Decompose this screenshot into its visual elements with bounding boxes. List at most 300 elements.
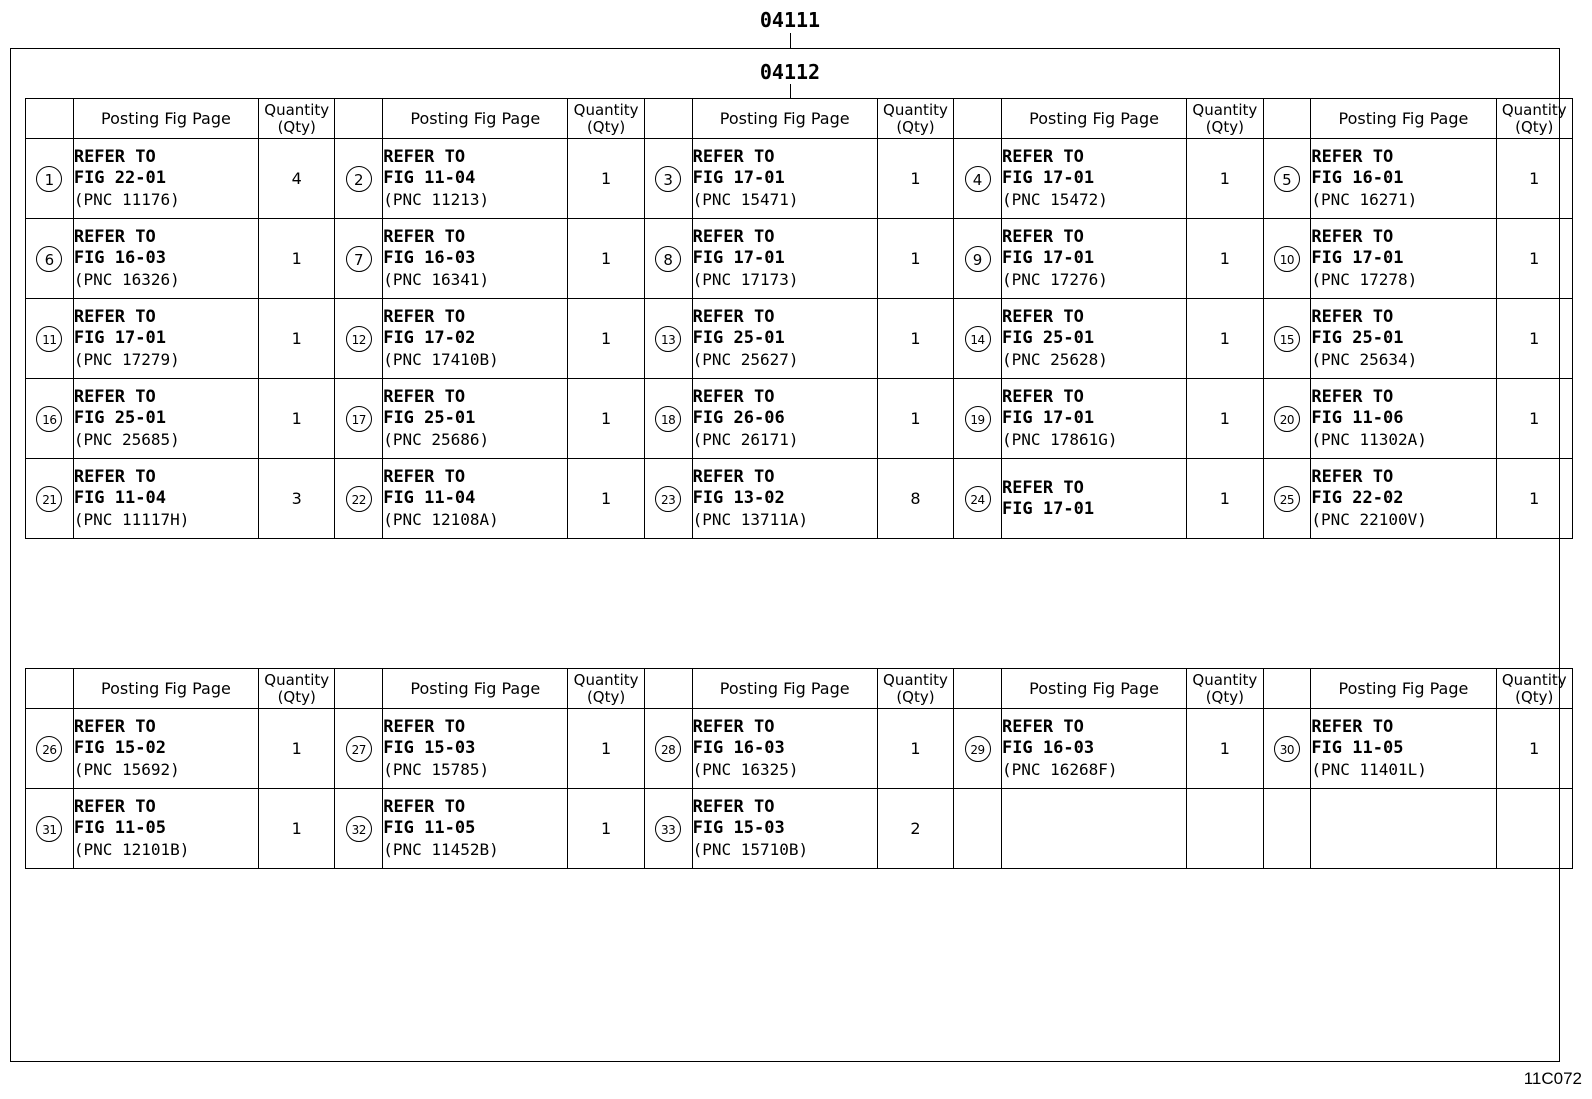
posting-reference-cell (73, 709, 258, 789)
posting-reference-cell (383, 379, 568, 459)
item-number-circle: 22 (346, 486, 372, 512)
pnc-code: (PNC 17278) (1311, 270, 1418, 289)
header-qty-line2: (Qty) (277, 117, 316, 136)
header-posting-fig-page: Posting Fig Page (1311, 669, 1496, 709)
refer-to-text: REFER TO (692, 387, 775, 407)
posting-reference-cell (73, 139, 258, 219)
fig-reference: FIG 17-01 (692, 248, 785, 268)
refer-to-text: REFER TO (383, 797, 466, 817)
refer-to-text: REFER TO (1311, 717, 1394, 737)
refer-to-text: REFER TO (73, 717, 156, 737)
pnc-code: (PNC 11302A) (1311, 430, 1427, 449)
fig-reference: FIG 16-03 (383, 248, 476, 268)
quantity-value: 1 (1529, 489, 1540, 508)
header-quantity (259, 99, 335, 139)
refer-to-text: REFER TO (73, 307, 156, 327)
header-posting-fig-page: Posting Fig Page (692, 99, 877, 139)
item-number-circle: 29 (965, 736, 991, 762)
header-qty-line2: (Qty) (586, 687, 626, 706)
fig-reference: FIG 17-01 (1001, 498, 1095, 519)
fig-reference: FIG 11-04 (383, 488, 476, 508)
posting-reference-cell (383, 709, 568, 789)
posting-reference-cell (1001, 299, 1186, 379)
item-number-circle: 1 (36, 166, 62, 192)
quantity-value: 1 (600, 329, 612, 348)
fig-reference: FIG 16-03 (1001, 738, 1095, 758)
item-number-cell (644, 379, 692, 459)
fig-reference: FIG 13-02 (692, 488, 785, 508)
posting-reference-cell (383, 299, 568, 379)
quantity-value: 8 (910, 489, 921, 508)
posting-reference-cell (383, 789, 568, 869)
item-number-circle: 31 (36, 816, 62, 842)
item-number-cell (26, 789, 74, 869)
posting-reference-cell (383, 139, 568, 219)
quantity-cell (1496, 789, 1572, 869)
quantity-value: 1 (1529, 409, 1540, 428)
header-qty-line2: (Qty) (1515, 117, 1554, 136)
header-qty-line1: Quantity (883, 100, 948, 119)
item-number-cell (26, 379, 74, 459)
item-number-circle: 28 (655, 736, 681, 762)
sub-assembly-leader-line (790, 84, 791, 99)
refer-to-text: REFER TO (692, 307, 775, 327)
quantity-cell (259, 789, 335, 869)
table-row (26, 139, 1573, 219)
item-number-cell (954, 459, 1002, 539)
header-qty-line1: Quantity (1192, 670, 1258, 689)
quantity-cell (1496, 139, 1572, 219)
quantity-value: 1 (910, 409, 921, 428)
posting-reference-cell (73, 219, 258, 299)
header-qty-line1: Quantity (573, 670, 639, 689)
refer-to-text: REFER TO (73, 227, 156, 247)
quantity-cell (259, 379, 335, 459)
header-quantity (877, 669, 953, 709)
item-number-circle: 21 (36, 486, 62, 512)
item-number-cell (1263, 789, 1311, 869)
item-number-circle: 2 (346, 166, 372, 192)
header-quantity (877, 99, 953, 139)
item-number-circle: 13 (655, 326, 681, 352)
assembly-code: 04111 (759, 8, 821, 32)
refer-to-text: REFER TO (383, 227, 466, 247)
refer-to-text: REFER TO (383, 717, 466, 737)
fig-reference: FIG 26-06 (692, 408, 785, 428)
header-posting-fig-page: Posting Fig Page (1311, 99, 1496, 139)
quantity-cell (259, 139, 335, 219)
reference-table-2 (25, 668, 1573, 869)
quantity-cell (1187, 789, 1263, 869)
quantity-cell (259, 459, 335, 539)
quantity-cell (568, 789, 644, 869)
posting-reference-cell (383, 219, 568, 299)
quantity-cell (568, 299, 644, 379)
pnc-code: (PNC 11117H) (73, 510, 190, 529)
quantity-cell (259, 299, 335, 379)
header-posting-fig-page: Posting Fig Page (1001, 99, 1186, 139)
posting-reference-cell (383, 459, 568, 539)
header-qty-line1: Quantity (1501, 670, 1567, 689)
quantity-value: 1 (1219, 249, 1230, 268)
posting-reference-cell (692, 459, 877, 539)
item-number-cell (644, 459, 692, 539)
refer-to-text: REFER TO (692, 227, 775, 247)
quantity-value: 1 (291, 819, 302, 838)
posting-reference-cell (1311, 139, 1496, 219)
posting-reference-cell (1001, 139, 1186, 219)
posting-reference-cell (1001, 709, 1186, 789)
fig-reference: FIG 17-01 (692, 168, 785, 188)
quantity-value: 1 (910, 329, 921, 348)
quantity-cell (1187, 219, 1263, 299)
quantity-value: 2 (910, 819, 921, 838)
item-number-cell (335, 459, 383, 539)
quantity-value: 1 (600, 169, 612, 188)
fig-reference: FIG 15-03 (383, 738, 476, 758)
item-number-cell (1263, 459, 1311, 539)
quantity-cell (568, 219, 644, 299)
fig-reference: FIG 16-01 (1311, 168, 1404, 188)
item-number-cell (644, 139, 692, 219)
header-blank (26, 669, 74, 709)
pnc-code: (PNC 17410B) (383, 350, 499, 369)
item-number-cell (26, 219, 74, 299)
quantity-cell (877, 299, 953, 379)
item-number-circle: 6 (36, 246, 62, 272)
refer-to-text: REFER TO (1311, 147, 1394, 167)
quantity-value: 1 (1529, 249, 1540, 268)
pnc-code: (PNC 15710B) (692, 840, 809, 859)
header-quantity (259, 669, 335, 709)
fig-reference: FIG 25-01 (73, 408, 166, 428)
header-qty-line1: Quantity (883, 670, 948, 689)
quantity-cell (1496, 299, 1572, 379)
header-quantity (568, 99, 644, 139)
item-number-cell (335, 379, 383, 459)
quantity-value: 1 (600, 739, 612, 758)
assembly-leader-line (790, 33, 791, 48)
pnc-code: (PNC 15692) (73, 760, 180, 779)
pnc-code: (PNC 15785) (383, 760, 490, 779)
item-number-cell (954, 709, 1002, 789)
pnc-code: (PNC 12101B) (73, 840, 190, 859)
posting-reference-cell (1311, 789, 1496, 869)
item-number-circle: 25 (1274, 486, 1300, 512)
quantity-value: 1 (291, 329, 302, 348)
item-number-cell (1263, 299, 1311, 379)
quantity-value: 1 (1219, 409, 1230, 428)
item-number-cell (954, 789, 1002, 869)
pnc-code: (PNC 11452B) (383, 840, 499, 859)
item-number-circle: 19 (965, 406, 991, 432)
pnc-code: (PNC 16268F) (1001, 760, 1118, 779)
fig-reference: FIG 25-01 (1311, 328, 1404, 348)
header-blank (644, 669, 692, 709)
pnc-code: (PNC 25685) (73, 430, 180, 449)
posting-reference-cell (73, 299, 258, 379)
quantity-cell (1187, 709, 1263, 789)
quantity-value: 1 (1219, 329, 1230, 348)
posting-reference-cell (1311, 459, 1496, 539)
quantity-cell (877, 709, 953, 789)
header-blank (644, 99, 692, 139)
quantity-value: 1 (1219, 739, 1230, 758)
quantity-value: 1 (600, 249, 612, 268)
pnc-code: (PNC 16326) (73, 270, 180, 289)
refer-to-text: REFER TO (1001, 387, 1084, 407)
quantity-value: 1 (910, 169, 921, 188)
header-qty-line2: (Qty) (586, 117, 626, 136)
item-number-circle: 5 (1274, 166, 1300, 192)
item-number-cell (954, 379, 1002, 459)
item-number-circle: 7 (346, 246, 372, 272)
refer-to-text: REFER TO (383, 387, 466, 407)
posting-reference-cell (1001, 789, 1186, 869)
pnc-code: (PNC 15472) (1001, 190, 1108, 209)
header-posting-fig-page: Posting Fig Page (383, 669, 568, 709)
item-number-circle: 32 (346, 816, 372, 842)
fig-reference: FIG 17-02 (383, 328, 476, 348)
item-number-cell (1263, 379, 1311, 459)
item-number-cell (954, 139, 1002, 219)
posting-reference-cell (692, 139, 877, 219)
quantity-value: 1 (291, 249, 302, 268)
item-number-cell (1263, 139, 1311, 219)
fig-reference: FIG 16-03 (692, 738, 785, 758)
item-number-cell (26, 709, 74, 789)
refer-to-text: REFER TO (73, 467, 156, 487)
item-number-circle: 33 (655, 816, 681, 842)
header-quantity (568, 669, 644, 709)
quantity-value: 1 (291, 739, 302, 758)
fig-reference: FIG 22-02 (1311, 488, 1404, 508)
quantity-cell (259, 219, 335, 299)
header-qty-line2: (Qty) (896, 687, 935, 706)
header-blank (1263, 99, 1311, 139)
header-qty-line2: (Qty) (1205, 687, 1244, 706)
item-number-cell (335, 219, 383, 299)
item-number-cell (644, 709, 692, 789)
pnc-code: (PNC 25627) (692, 350, 799, 369)
quantity-cell (1187, 459, 1263, 539)
sub-assembly-code: 04112 (759, 60, 821, 84)
item-number-cell (644, 299, 692, 379)
quantity-value: 1 (600, 819, 612, 838)
quantity-cell (1496, 379, 1572, 459)
item-number-circle: 10 (1274, 246, 1300, 272)
quantity-cell (877, 789, 953, 869)
item-number-cell (644, 219, 692, 299)
item-number-cell (335, 299, 383, 379)
quantity-cell (1496, 709, 1572, 789)
table-row (26, 379, 1573, 459)
refer-to-text: REFER TO (383, 467, 466, 487)
pnc-code: (PNC 15471) (692, 190, 799, 209)
item-number-cell (644, 789, 692, 869)
pnc-code: (PNC 11213) (383, 190, 490, 209)
header-blank (26, 99, 74, 139)
quantity-cell (568, 709, 644, 789)
quantity-cell (877, 459, 953, 539)
refer-to-text: REFER TO (1001, 147, 1084, 167)
posting-reference-cell (692, 709, 877, 789)
item-number-circle: 15 (1274, 326, 1300, 352)
header-qty-line1: Quantity (264, 100, 330, 119)
item-number-cell (954, 299, 1002, 379)
item-number-circle: 9 (965, 246, 991, 272)
figure-code: 11C072 (1523, 1069, 1582, 1088)
refer-to-text: REFER TO (73, 147, 156, 167)
item-number-circle: 24 (965, 486, 991, 512)
header-quantity (1187, 669, 1263, 709)
quantity-cell (1496, 219, 1572, 299)
fig-reference: FIG 17-01 (1311, 248, 1404, 268)
quantity-value: 1 (600, 409, 612, 428)
quantity-value: 1 (910, 249, 921, 268)
fig-reference: FIG 15-03 (692, 818, 785, 838)
posting-reference-cell (692, 219, 877, 299)
quantity-cell (259, 709, 335, 789)
posting-reference-cell (692, 299, 877, 379)
posting-reference-cell (692, 379, 877, 459)
refer-to-text: REFER TO (692, 467, 775, 487)
pnc-code: (PNC 26171) (692, 430, 799, 449)
header-qty-line2: (Qty) (896, 117, 935, 136)
refer-to-text: REFER TO (1001, 307, 1084, 327)
quantity-value: 1 (910, 739, 921, 758)
item-number-circle: 8 (655, 246, 681, 272)
pnc-code: (PNC 17279) (73, 350, 180, 369)
pnc-code: (PNC 11176) (73, 190, 180, 209)
item-number-circle: 23 (655, 486, 681, 512)
header-blank (335, 669, 383, 709)
pnc-code: (PNC 13711A) (692, 510, 809, 529)
header-posting-fig-page: Posting Fig Page (383, 99, 568, 139)
fig-reference: FIG 11-04 (383, 168, 476, 188)
table-row (26, 709, 1573, 789)
quantity-value: 1 (1219, 169, 1230, 188)
fig-reference: FIG 11-05 (73, 818, 166, 838)
fig-reference: FIG 25-01 (692, 328, 785, 348)
refer-to-text: REFER TO (1311, 387, 1394, 407)
fig-reference: FIG 11-04 (73, 488, 166, 508)
posting-reference-cell (1311, 379, 1496, 459)
quantity-cell (1187, 139, 1263, 219)
item-number-cell (335, 709, 383, 789)
item-number-circle: 18 (655, 406, 681, 432)
item-number-cell (954, 219, 1002, 299)
pnc-code: (PNC 25634) (1311, 350, 1418, 369)
posting-reference-cell (73, 459, 258, 539)
fig-reference: FIG 15-02 (73, 738, 166, 758)
quantity-cell (877, 139, 953, 219)
header-posting-fig-page: Posting Fig Page (1001, 669, 1186, 709)
item-number-cell (1263, 219, 1311, 299)
item-number-cell (26, 299, 74, 379)
item-number-circle: 30 (1274, 736, 1300, 762)
posting-reference-cell (1311, 219, 1496, 299)
fig-reference: FIG 11-05 (383, 818, 476, 838)
fig-reference: FIG 16-03 (73, 248, 166, 268)
table-row (26, 789, 1573, 869)
pnc-code: (PNC 16271) (1311, 190, 1418, 209)
refer-to-text: REFER TO (1001, 227, 1084, 247)
quantity-value: 1 (1529, 739, 1540, 758)
item-number-circle: 3 (655, 166, 681, 192)
header-posting-fig-page: Posting Fig Page (73, 669, 258, 709)
pnc-code: (PNC 16325) (692, 760, 799, 779)
fig-reference: FIG 25-01 (1001, 328, 1095, 348)
quantity-value: 1 (600, 489, 612, 508)
pnc-code: (PNC 17861G) (1001, 430, 1118, 449)
item-number-cell (26, 139, 74, 219)
quantity-cell (1496, 459, 1572, 539)
refer-to-text: REFER TO (692, 717, 775, 737)
posting-reference-cell (1001, 459, 1186, 539)
pnc-code: (PNC 12108A) (383, 510, 499, 529)
header-quantity (1187, 99, 1263, 139)
quantity-cell (877, 379, 953, 459)
pnc-code: (PNC 25628) (1001, 350, 1108, 369)
item-number-cell (26, 459, 74, 539)
quantity-cell (568, 379, 644, 459)
header-qty-line1: Quantity (573, 100, 639, 119)
refer-to-text: REFER TO (73, 387, 156, 407)
refer-to-text: REFER TO (1001, 717, 1084, 737)
quantity-cell (1187, 379, 1263, 459)
item-number-circle: 16 (36, 406, 62, 432)
quantity-value: 1 (291, 409, 302, 428)
header-blank (954, 669, 1002, 709)
reference-table-1 (25, 98, 1573, 539)
quantity-value: 1 (1529, 169, 1540, 188)
fig-reference: FIG 11-05 (1311, 738, 1404, 758)
fig-reference: FIG 17-01 (73, 328, 166, 348)
item-number-circle: 27 (346, 736, 372, 762)
refer-to-text: REFER TO (1311, 467, 1394, 487)
header-qty-line2: (Qty) (277, 687, 316, 706)
quantity-value: 4 (291, 169, 302, 188)
posting-reference-cell (1001, 219, 1186, 299)
refer-to-text: REFER TO (383, 147, 466, 167)
item-number-circle: 11 (36, 326, 62, 352)
header-row (26, 669, 1573, 709)
header-blank (954, 99, 1002, 139)
posting-reference-cell (1311, 299, 1496, 379)
pnc-code: (PNC 25686) (383, 430, 490, 449)
table-row (26, 219, 1573, 299)
quantity-cell (877, 219, 953, 299)
quantity-cell (568, 139, 644, 219)
fig-reference: FIG 25-01 (383, 408, 476, 428)
item-number-cell (335, 139, 383, 219)
refer-to-text: REFER TO (1311, 227, 1394, 247)
quantity-cell (568, 459, 644, 539)
pnc-code: (PNC 17173) (692, 270, 799, 289)
quantity-cell (1187, 299, 1263, 379)
header-qty-line1: Quantity (1501, 100, 1567, 119)
posting-reference-cell (73, 789, 258, 869)
table-row (26, 299, 1573, 379)
header-blank (335, 99, 383, 139)
fig-reference: FIG 22-01 (73, 168, 166, 188)
header-posting-fig-page: Posting Fig Page (692, 669, 877, 709)
header-blank (1263, 669, 1311, 709)
header-posting-fig-page: Posting Fig Page (73, 99, 258, 139)
refer-to-text: REFER TO (1001, 477, 1084, 498)
header-quantity (1496, 99, 1572, 139)
